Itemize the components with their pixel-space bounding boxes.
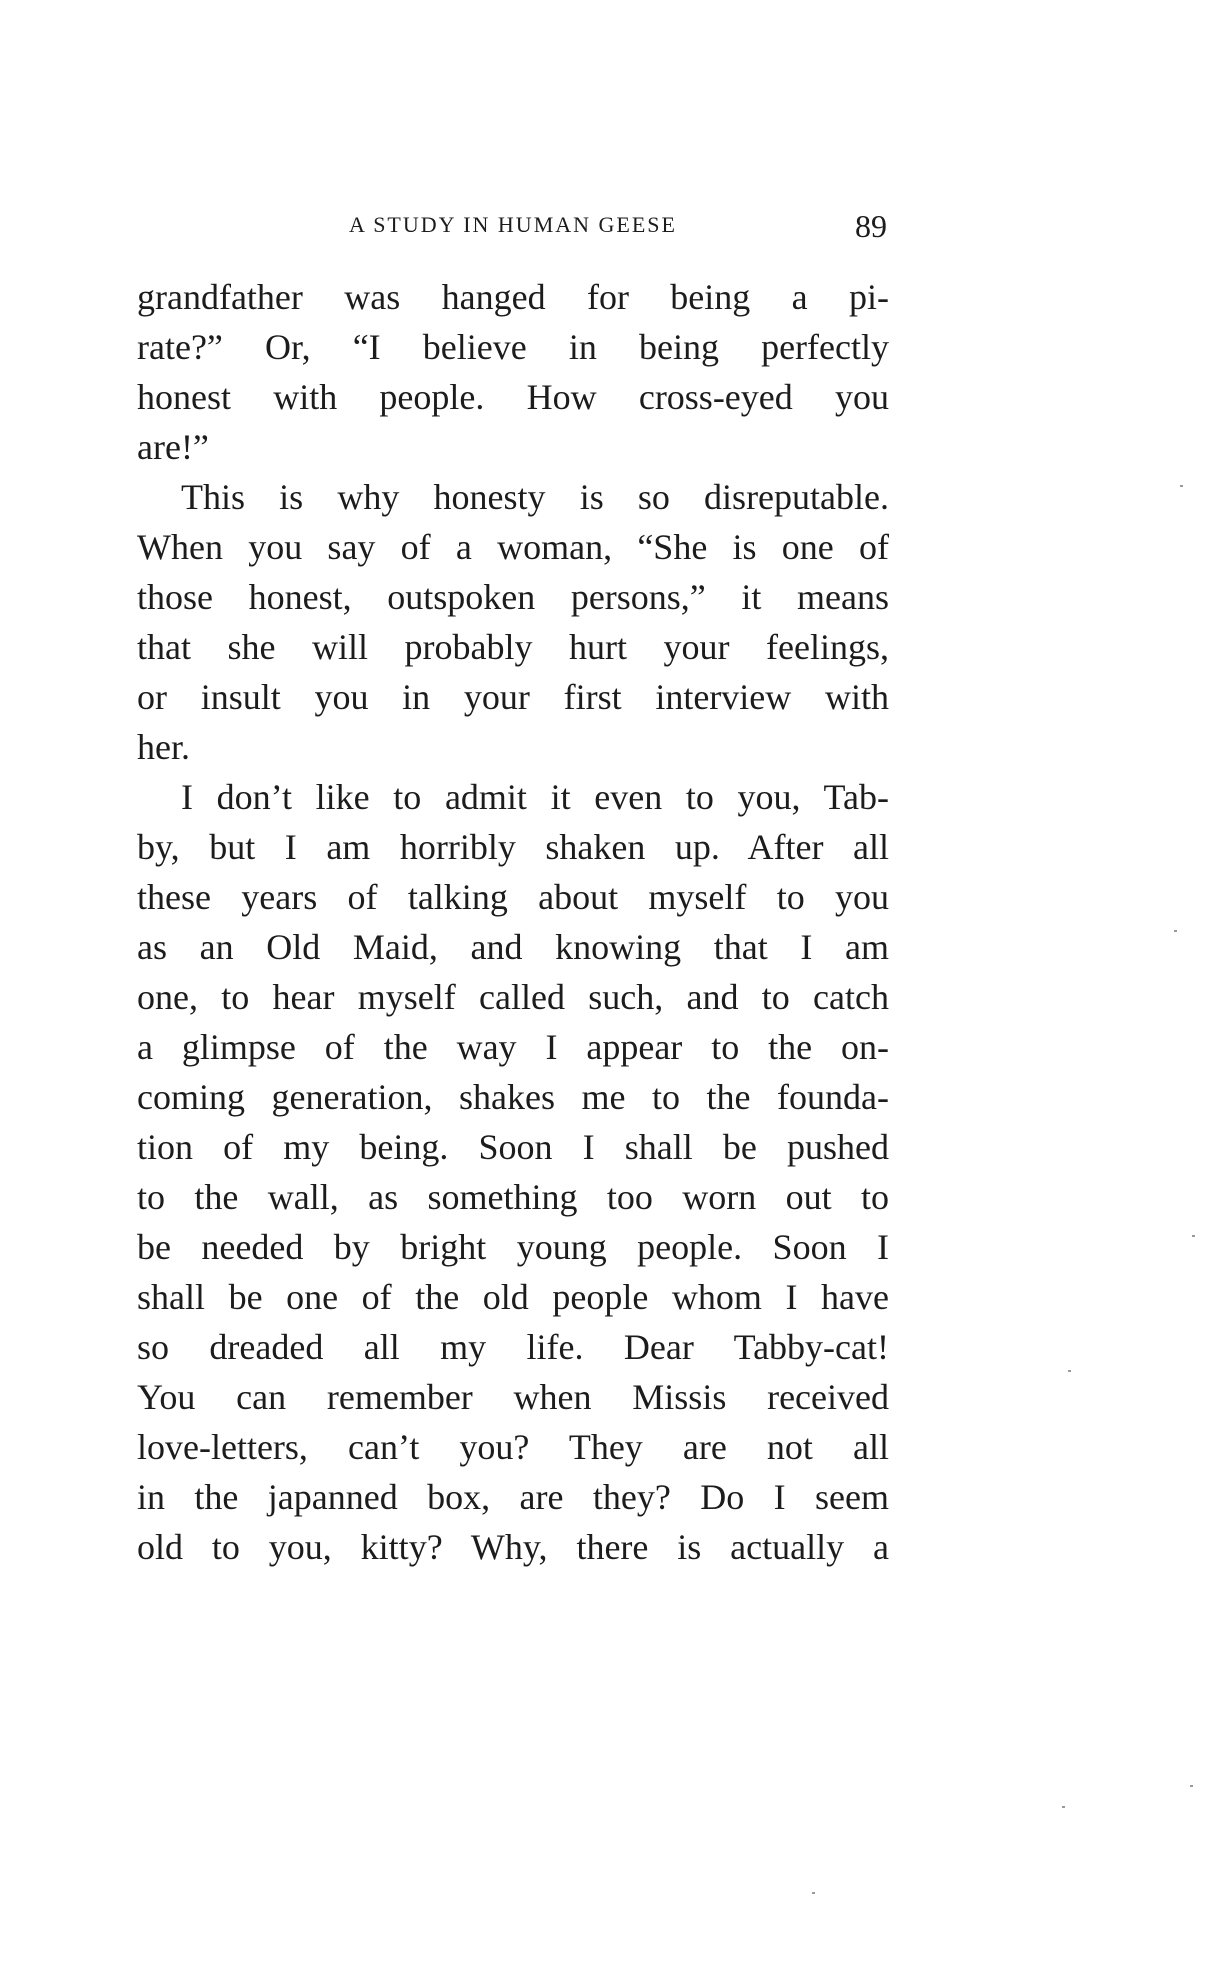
text-line: her. xyxy=(137,727,190,767)
scan-speck xyxy=(1068,1370,1071,1372)
running-title: A STUDY IN HUMAN GEESE xyxy=(349,212,677,237)
scan-speck xyxy=(1062,1806,1065,1808)
text-line: or insult you in your first interview with xyxy=(137,677,889,717)
text-line: by, but I am horribly shaken up. After all xyxy=(137,827,889,867)
text-line: old to you, kitty? Why, there is actually a xyxy=(137,1527,889,1567)
text-line: a glimpse of the way I appear to the on- xyxy=(137,1027,889,1067)
scan-speck xyxy=(1180,485,1183,487)
page-number: 89 xyxy=(855,208,887,244)
scan-speck xyxy=(1190,1785,1193,1787)
body-text xyxy=(137,272,889,1572)
text-line: are!” xyxy=(137,427,209,467)
text-line: You can remember when Missis received xyxy=(137,1377,889,1417)
text-line: so dreaded all my life. Dear Tabby-cat! xyxy=(137,1327,889,1367)
text-line: in the japanned box, are they? Do I seem xyxy=(137,1477,889,1517)
text-line: grandfather was hanged for being a pi- xyxy=(137,277,889,317)
text-line: to the wall, as something too worn out to xyxy=(137,1177,889,1217)
text-line: those honest, outspoken persons,” it means xyxy=(137,577,889,617)
scan-speck xyxy=(1192,1235,1195,1237)
text-line: love-letters, can’t you? They are not all xyxy=(137,1427,889,1467)
text-line: one, to hear myself called such, and to catch xyxy=(137,977,889,1017)
text-line: tion of my being. Soon I shall be pushed xyxy=(137,1127,889,1167)
text-line: that she will probably hurt your feelings, xyxy=(137,627,889,667)
text-line: This is why honesty is so disreputable. xyxy=(181,477,889,517)
text-line: coming generation, shakes me to the founda- xyxy=(137,1077,889,1117)
text-line: as an Old Maid, and knowing that I am xyxy=(137,927,889,967)
text-line: I don’t like to admit it even to you, Tab- xyxy=(181,777,889,817)
text-line: honest with people. How cross-eyed you xyxy=(137,377,889,417)
text-line: these years of talking about myself to you xyxy=(137,877,889,917)
text-line: When you say of a woman, “She is one of xyxy=(137,527,889,567)
running-head xyxy=(137,208,889,244)
text-line: shall be one of the old people whom I have xyxy=(137,1277,889,1317)
scan-speck xyxy=(812,1892,815,1894)
scan-speck xyxy=(1174,930,1177,932)
text-line: be needed by bright young people. Soon I xyxy=(137,1227,889,1267)
text-line: rate?” Or, “I believe in being perfectly xyxy=(137,327,889,367)
